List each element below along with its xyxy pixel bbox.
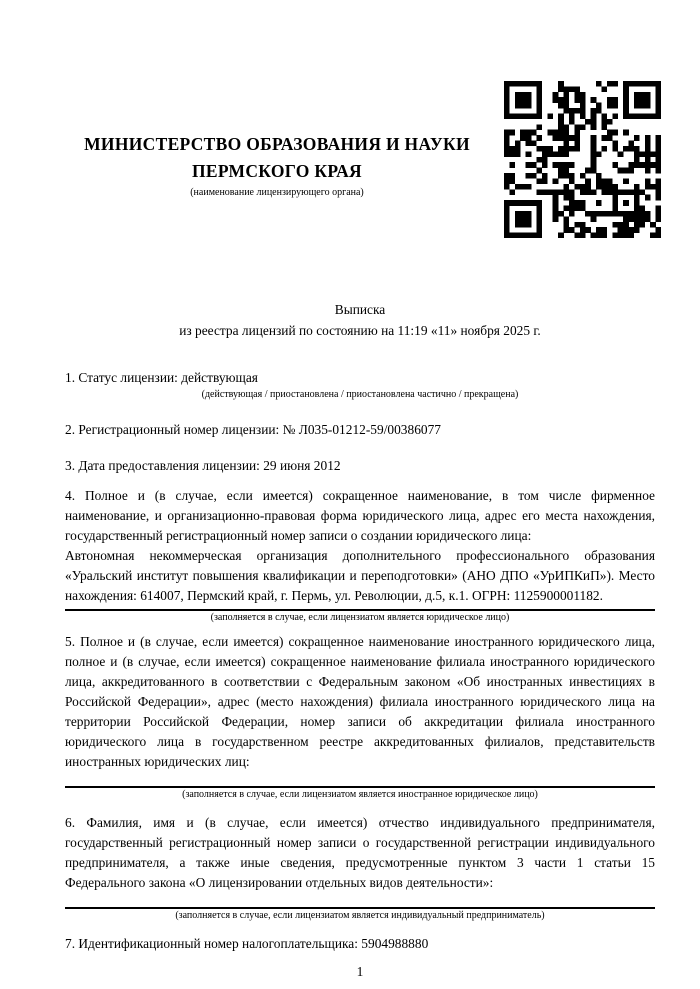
item-foreign-entity-hint: (заполняется в случае, если лицензиатом является иностранное юридическое лицо) (182, 789, 538, 800)
document-body (0, 299, 700, 982)
title-line2: из реестра лицензий по состоянию на 11:19 «11» ноября 2025 г. (179, 323, 541, 338)
ministry-name-line2: ПЕРМСКОГО КРАЯ (192, 161, 362, 181)
item-registration-number: 2. Регистрационный номер лицензии: № Л035-01212-59/00386077 (65, 422, 441, 437)
title-line1: Выписка (334, 302, 386, 317)
item-legal-entity-value: Автономная некоммерческая организация дополнительного профессионального образования «Уральский институт повышения квалификации и переподготовки» (АНО ДПО «УрИПКиП»). Место нахождения: 614007, Пермский край, г. Пермь, ул. Революции, д.5, к.1. ОГРН: 1125900001182. (65, 548, 655, 603)
ministry-header (65, 131, 489, 185)
page-number: 1 (356, 964, 364, 979)
ministry-caption: (наименование лицензирующего органа) (190, 187, 364, 198)
item-individual-entrepreneur-label: 6. Фамилия, имя и (в случае, если имеется) отчество индивидуального предпринимателя, государственный регистрационный номер записи о государственной регистрации индивидуального предпринимателя, а также иные сведения, предусмотренные пунктом 3 части 1 статьи 15 Федерального закона «О лицензировании отдельных видов деятельности»: (65, 815, 655, 890)
document-title (65, 299, 655, 341)
item-taxpayer-number: 7. Идентификационный номер налогоплательщика: 5904988880 (65, 936, 429, 951)
item-foreign-entity-label: 5. Полное и (в случае, если имеется) сокращенное наименование иностранного юридического лица, полное и (в случае, если имеется) сокращенное наименование филиала иностранного юридического лица, аккредитованного в соответствии с Федеральным законом «Об иностранных инвестициях в Российской Федерации», адрес (место нахождения) филиала иностранного юридического лица на территории Российской Федерации, номер записи об аккредитации филиала иностранного юридического лица в государственном реестре аккредитованных филиалов, представительств иностранных юридических лиц: (65, 634, 655, 769)
item-legal-entity-hint: (заполняется в случае, если лицензиатом является юридическое лицо) (210, 612, 510, 623)
ministry-name-line1: МИНИСТЕРСТВО ОБРАЗОВАНИЯ И НАУКИ (84, 134, 470, 154)
item-grant-date: 3. Дата предоставления лицензии: 29 июня 2012 (65, 458, 341, 473)
item-individual-entrepreneur-hint: (заполняется в случае, если лицензиатом является индивидуальный предприниматель) (175, 910, 545, 921)
item-license-status: 1. Статус лицензии: действующая (65, 370, 258, 385)
item-legal-entity-label: 4. Полное и (в случае, если имеется) сокращенное наименование, в том числе фирменное наименование, и организационно-правовая форма юридического лица, адрес его места нахождения, государственный регистрационный номер записи о создании юридического лица: (65, 488, 655, 543)
item-license-status-hint: (действующая / приостановлена / приостановлена частично / прекращена) (201, 389, 519, 400)
qr-code-icon (504, 81, 661, 238)
